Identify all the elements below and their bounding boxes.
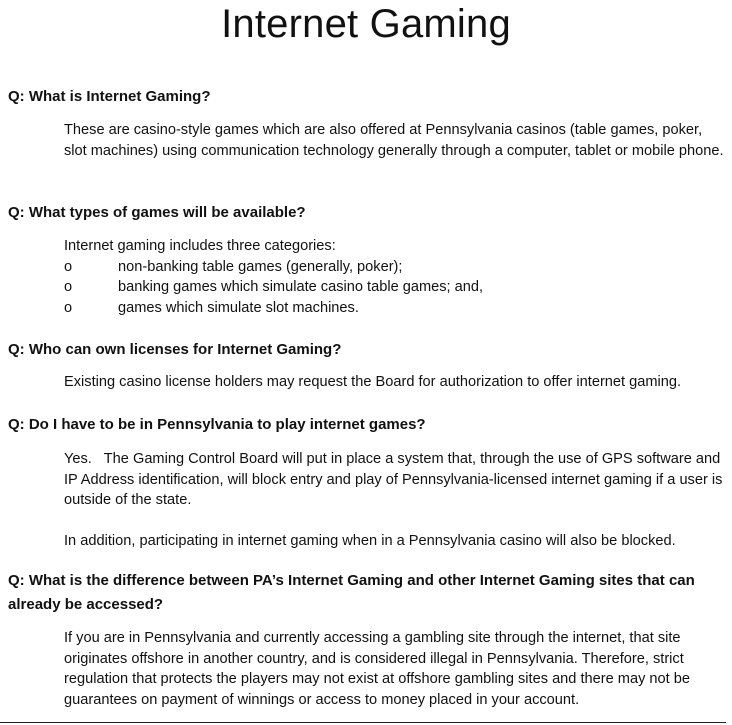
answer-types-intro: Internet gaming includes three categories: bbox=[64, 238, 336, 254]
question-who-can-own-licenses: Q: Who can own licenses for Internet Gaming? bbox=[8, 341, 342, 358]
page-title: Internet Gaming bbox=[221, 2, 511, 46]
answer-what-is-internet-gaming: These are casino-style games which are also offered at Pennsylvania casinos (table games, poker, slot machines) using communication technology generally through a computer, tablet or mobile phone. bbox=[64, 122, 724, 159]
list-item-text: games which simulate slot machines. bbox=[118, 300, 359, 316]
answer-do-i-have-to-be-in-pa-addendum: In addition, participating in internet gaming when in a Pennsylvania casino will also be blocked. bbox=[64, 533, 676, 549]
question-do-i-have-to-be-in-pa: Q: Do I have to be in Pennsylvania to play internet games? bbox=[8, 416, 426, 433]
bullet-marker: o bbox=[64, 300, 73, 316]
list-item-text: banking games which simulate casino table games; and, bbox=[118, 279, 484, 295]
bullet-marker: o bbox=[64, 279, 73, 295]
list-item-text: non-banking table games (generally, poker); bbox=[118, 259, 403, 275]
answer-who-can-own-licenses: Existing casino license holders may request the Board for authorization to offer internet gaming. bbox=[64, 374, 682, 390]
bottom-divider bbox=[0, 722, 726, 723]
question-types-of-games: Q: What types of games will be available? bbox=[8, 204, 306, 221]
question-difference-pa-vs-other-sites: Q: What is the difference between PA’s Internet Gaming and other Internet Gaming sites that can already be accessed? bbox=[8, 572, 695, 613]
bullet-marker: o bbox=[64, 259, 73, 275]
question-what-is-internet-gaming: Q: What is Internet Gaming? bbox=[8, 88, 211, 105]
answer-do-i-have-to-be-in-pa: Yes. The Gaming Control Board will put in place a system that, through the use of GPS software and IP Address identification, will block entry and play of Pennsylvania-licensed internet gaming if a user is outside of the state. bbox=[64, 451, 727, 508]
answer-difference-pa-vs-other-sites: If you are in Pennsylvania and currently accessing a gambling site through the internet, that site originates offshore in another country, and is considered illegal in Pennsylvania. Therefore, strict regulation that protects the players may not exist at offshore gambling sites and there may not be guarantees on payment of winnings or access to money placed in your account. bbox=[64, 630, 690, 708]
